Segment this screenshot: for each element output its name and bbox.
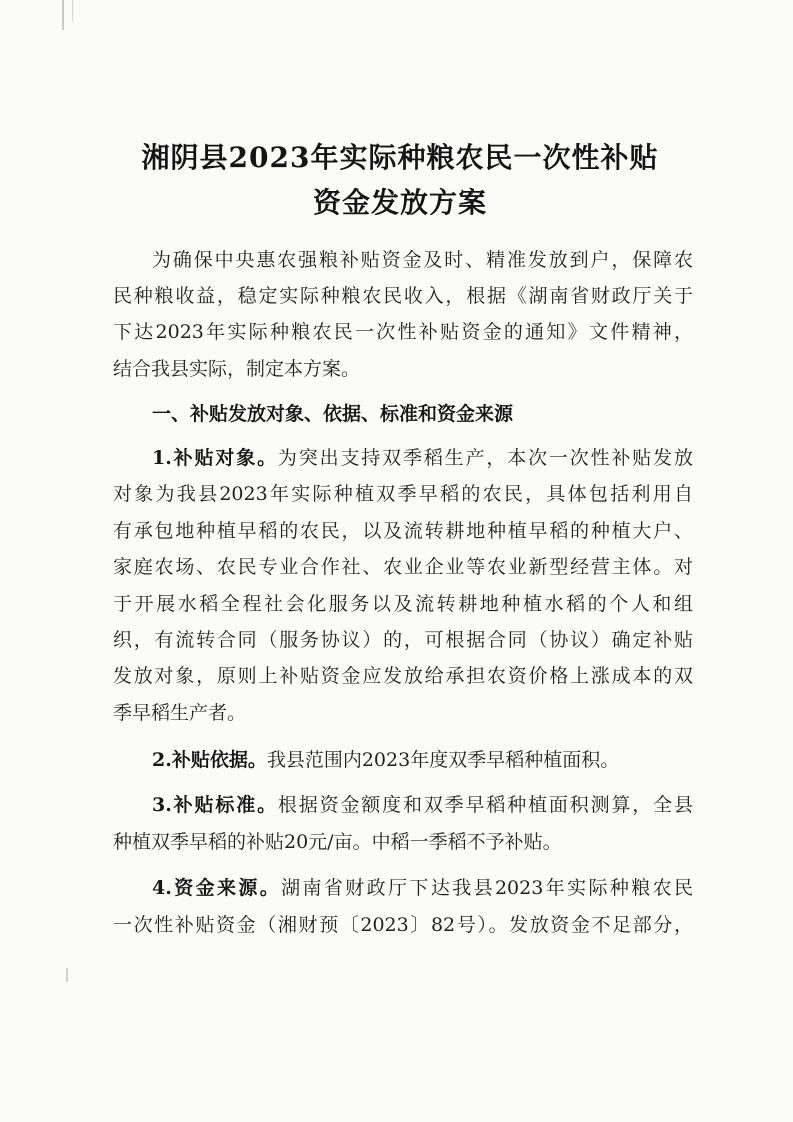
item-3-text-line-1: 根据资金额度和双季早稻种植面积测算，全县 xyxy=(277,794,693,816)
item-3-first-line xyxy=(152,792,693,818)
item-4-text-line-1: 湖南省财政厅下达我县2023年实际种粮农民 xyxy=(281,877,693,899)
item-1-first-line xyxy=(152,445,693,471)
item-1-label: 1.补贴对象。 xyxy=(152,447,278,469)
item-1-text-line-6: 织，有流转合同（服务协议）的，可根据合同（协议）确定补贴 xyxy=(113,629,693,651)
intro-paragraph-line-4: 结合我县实际，制定本方案。 xyxy=(113,358,361,380)
item-1-text-line-4: 家庭农场、农民专业合作社、农业企业等农业新型经营主体。对 xyxy=(113,556,693,578)
section-1-heading: 一、补贴发放对象、依据、标准和资金来源 xyxy=(152,403,514,425)
item-1-text-line-7: 发放对象，原则上补贴资金应发放给承担农资价格上涨成本的双 xyxy=(113,665,693,687)
item-2-label: 2.补贴依据。 xyxy=(152,749,267,771)
item-4-first-line xyxy=(152,875,693,901)
item-2-line xyxy=(152,747,693,773)
item-1-text-line-5: 于开展水稻全程社会化服务以及流转耕地种植水稻的个人和组 xyxy=(113,593,693,615)
intro-paragraph-line-3: 下达2023年实际种粮农民一次性补贴资金的通知》文件精神， xyxy=(113,321,693,343)
intro-paragraph-line-1: 为确保中央惠农强粮补贴资金及时、精准发放到户，保障农 xyxy=(152,249,693,271)
scan-margin-tick xyxy=(66,968,68,982)
item-3-text-line-2: 种植双季早稻的补贴20元/亩。中稻一季稻不予补贴。 xyxy=(113,831,562,853)
document-title-line-2: 资金发放方案 xyxy=(312,186,487,219)
item-1-text-line-3: 有承包地种植早稻的农民，以及流转耕地种植早稻的种植大户、 xyxy=(113,520,693,542)
scan-edge-mark-secondary xyxy=(72,0,73,22)
item-3-label: 3.补贴标准。 xyxy=(152,794,278,816)
scan-edge-mark xyxy=(62,0,64,30)
item-4-text-line-2: 一次性补贴资金（湘财预〔2023〕82号）。发放资金不足部分， xyxy=(113,914,693,936)
item-4-label: 4.资金来源。 xyxy=(152,877,282,899)
item-1-text-line-1: 为突出支持双季稻生产，本次一次性补贴发放 xyxy=(277,447,693,469)
document-title-line-1: 湘阴县2023年实际种粮农民一次性补贴 xyxy=(141,141,659,174)
item-2-text: 我县范围内2023年度双季早稻种植面积。 xyxy=(266,749,620,771)
item-1-text-line-8: 季早稻生产者。 xyxy=(113,702,247,724)
item-1-text-line-2: 对象为我县2023年实际种植双季早稻的农民，具体包括利用自 xyxy=(113,483,693,505)
intro-paragraph-line-2: 民种粮收益，稳定实际种粮农民收入，根据《湖南省财政厅关于 xyxy=(113,285,693,307)
